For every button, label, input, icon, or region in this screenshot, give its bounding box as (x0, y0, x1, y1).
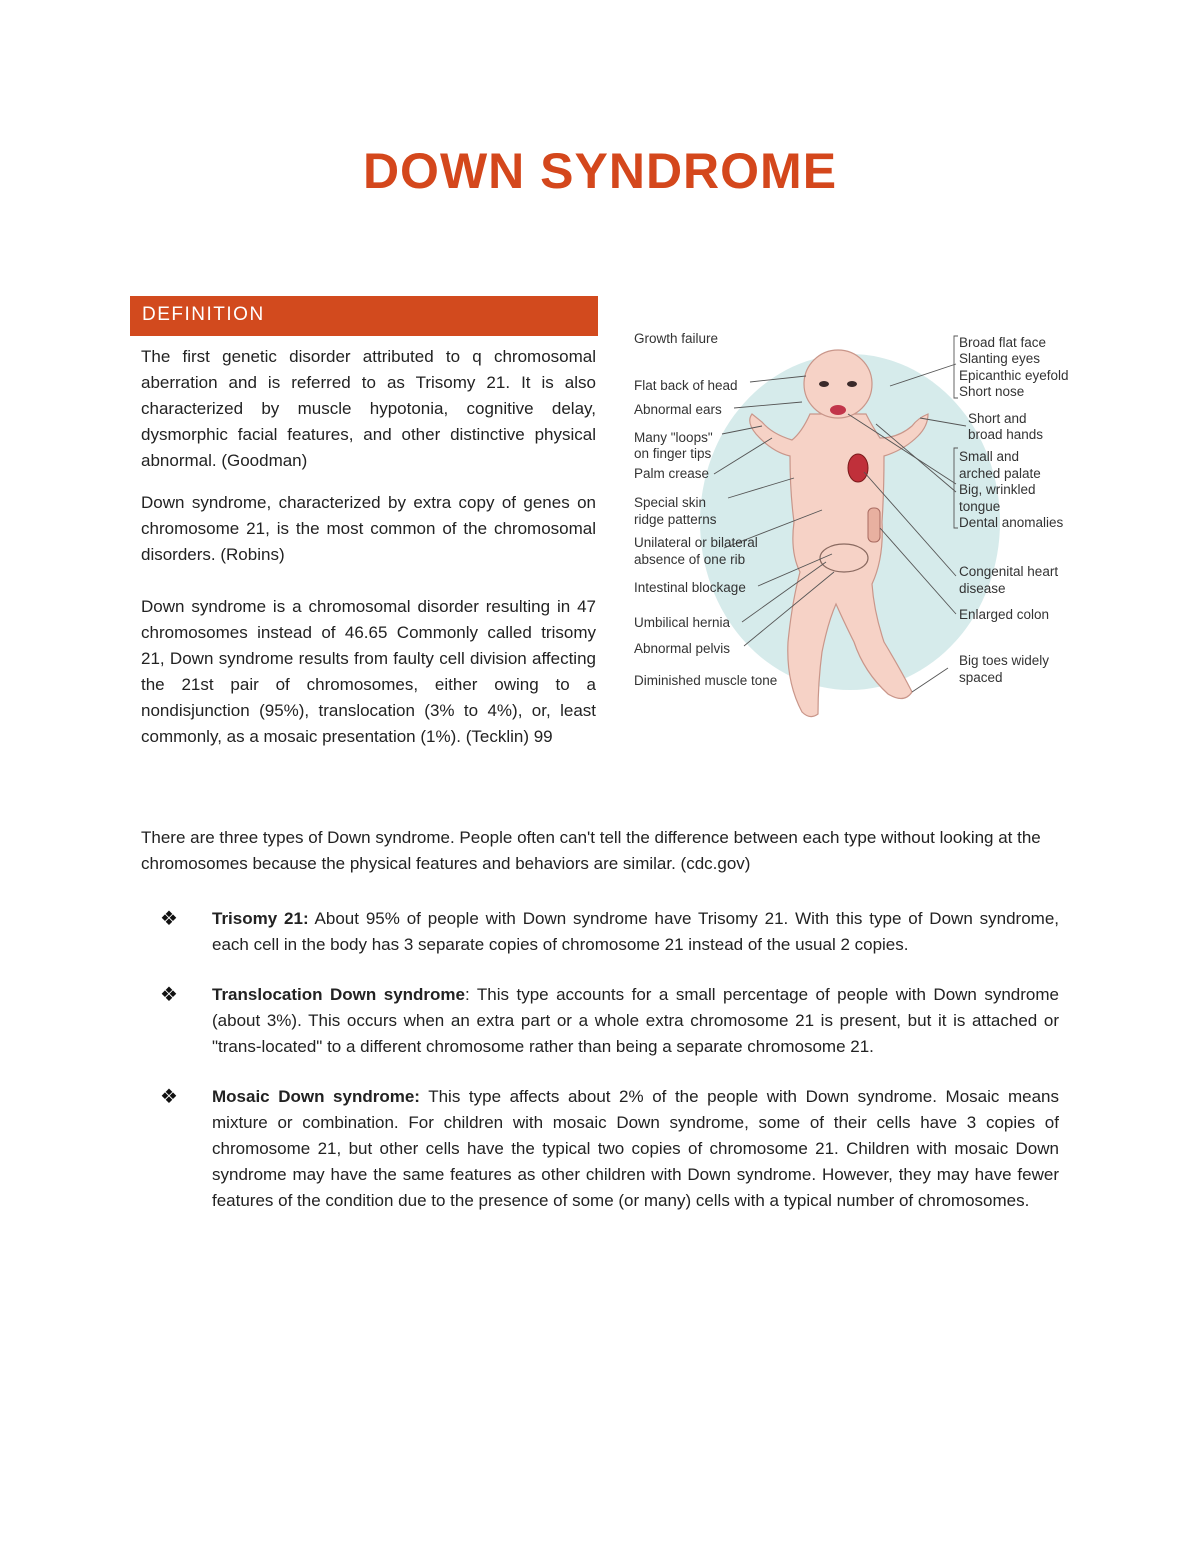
type-name: Translocation Down syndrome (212, 985, 465, 1004)
definition-text (141, 344, 596, 750)
diamond-bullet-icon: ❖ (160, 1086, 178, 1108)
colon-graphic (868, 508, 880, 542)
baby-tongue (830, 405, 846, 415)
label-enlarged-colon: Enlarged colon (959, 607, 1050, 622)
label-diminished-muscle-tone: Diminished muscle tone (634, 673, 778, 688)
diamond-bullet-icon: ❖ (160, 984, 178, 1006)
definition-heading-bar (130, 296, 598, 336)
label-umbilical-hernia: Umbilical hernia (634, 615, 731, 630)
label-big-wrinkled: Big, wrinkled (959, 482, 1036, 497)
type-description: : This type accounts for a small percentage of people with Down syndrome (about 3%). This occurs when an extra part or a whole extra chromosome 21 is present, but it is attached or "trans-located" to a different chromosome rather than being a separate chromosome 21. (212, 985, 1059, 1056)
label-tongue: tongue (959, 499, 1001, 514)
label-short-and: Short and (968, 411, 1027, 426)
definition-paragraph-robins: Down syndrome, characterized by extra copy of genes on chromosome 21, is the most common of the chromosomal disorders. (Robins) (141, 493, 596, 564)
label-unilateral-bilateral: Unilateral or bilateral (634, 535, 758, 550)
list-item-translocation (160, 982, 1059, 1060)
types-intro: There are three types of Down syndrome. People often can't tell the difference between each type without looking at the chromosomes because the physical features and behaviors are similar. (cdc.gov) (141, 828, 1041, 873)
label-congenital-heart: Congenital heart (959, 564, 1059, 579)
definition-paragraph-goodman: The first genetic disorder attributed to q chromosomal aberration and is referred to as Trisomy 21. It is also characterized by muscle hypotonia, cognitive delay, dysmorphic facial features, and other distinctive physical abnormal. (Goodman) (141, 347, 596, 470)
down-syndrome-features-figure (622, 322, 1092, 732)
label-spaced: spaced (959, 670, 1003, 685)
type-name: Mosaic Down syndrome: (212, 1087, 420, 1106)
label-arched-palate: arched palate (959, 466, 1041, 481)
label-palm-crease: Palm crease (634, 466, 710, 481)
label-intestinal-blockage: Intestinal blockage (634, 580, 746, 595)
label-slanting-eyes: Slanting eyes (959, 351, 1041, 366)
label-epicanthic-eyefold: Epicanthic eyefold (959, 368, 1069, 383)
list-item-mosaic (160, 1084, 1059, 1214)
baby-illustration (622, 322, 1092, 732)
definition-heading: DEFINITION (142, 304, 265, 325)
label-abnormal-pelvis: Abnormal pelvis (634, 641, 731, 656)
type-description: About 95% of people with Down syndrome have Trisomy 21. With this type of Down syndrome, each cell in the body has 3 separate copies of chromosome 21 instead of the usual 2 copies. (212, 909, 1059, 954)
label-disease: disease (959, 581, 1006, 596)
definition-paragraph-tecklin: Down syndrome is a chromosomal disorder resulting in 47 chromosomes instead of 46.65 Commonly called trisomy 21, Down syndrome results from faulty cell division affecting the 21st pair of chromosomes, either owing to a nondisjunction (95%), translocation (3% to 4%), or, least commonly, as a mosaic presentation (1%). (Tecklin) 99 (141, 597, 596, 746)
label-absence-of-rib: absence of one rib (634, 552, 746, 567)
label-small-and: Small and (959, 449, 1020, 464)
heart-graphic (848, 454, 868, 482)
label-growth-failure: Growth failure (634, 331, 719, 346)
label-short-nose: Short nose (959, 384, 1025, 399)
page-title: DOWN SYNDROME (362, 143, 838, 199)
label-on-finger-tips: on finger tips (634, 446, 712, 461)
list-item-trisomy-21 (160, 906, 1059, 958)
label-many-loops: Many "loops" (634, 430, 713, 445)
label-dental-anomalies: Dental anomalies (959, 515, 1064, 530)
label-abnormal-ears: Abnormal ears (634, 402, 722, 417)
label-flat-back-of-head: Flat back of head (634, 378, 738, 393)
type-description: This type affects about 2% of the people with Down syndrome. Mosaic means mixture or combination. For children with mosaic Down syndrome, some of their cells have 3 copies of chromosome 21, but other cells have the typical two copies of chromosome 21. Children with mosaic Down syndrome may have the same features as other children with Down syndrome. However, they may have fewer features of the condition due to the presence of some (or many) cells with a typical number of chromosomes. (212, 1087, 1059, 1210)
diamond-bullet-icon: ❖ (160, 908, 178, 930)
label-special-skin: Special skin (634, 495, 707, 510)
type-name: Trisomy 21: (212, 909, 309, 928)
label-big-toes-widely: Big toes widely (959, 653, 1050, 668)
label-broad-hands: broad hands (968, 427, 1044, 442)
label-ridge-patterns: ridge patterns (634, 512, 717, 527)
label-broad-flat-face: Broad flat face (959, 335, 1047, 350)
types-list (160, 906, 1059, 1238)
